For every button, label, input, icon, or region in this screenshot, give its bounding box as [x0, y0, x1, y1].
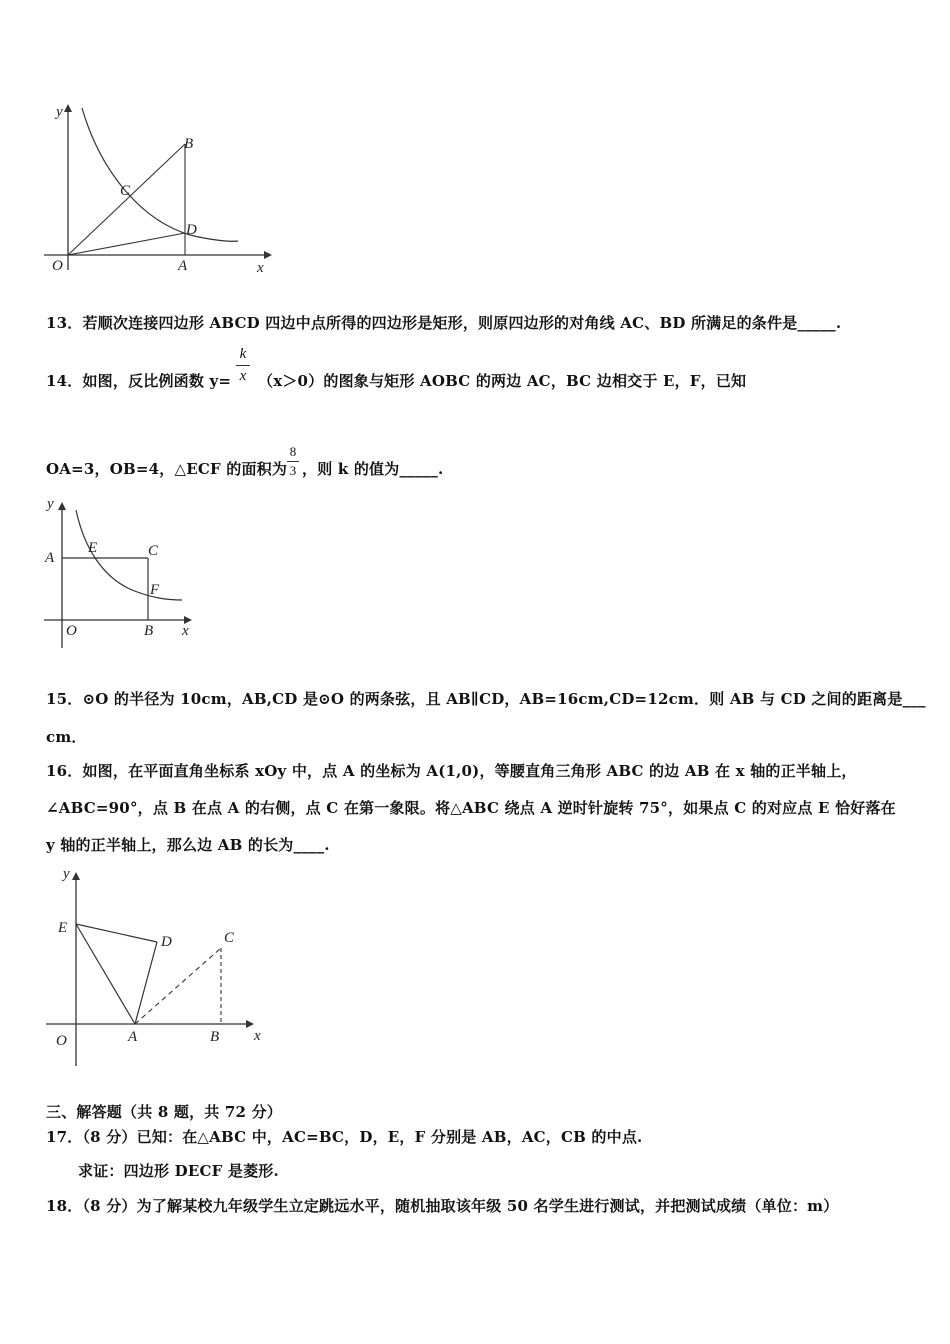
fig3-label-o: O	[56, 1033, 67, 1049]
q14-frac-num: k	[239, 346, 247, 362]
q14-frac-den: x	[239, 368, 247, 384]
question-17-line-1: 17．（8 分）已知：在△ABC 中，AC=BC，D，E，F 分别是 AB，AC，CB 的中点.	[46, 1128, 643, 1146]
fig3-segment-da	[135, 942, 157, 1024]
fig3-label-b: B	[210, 1029, 220, 1045]
fig1-label-o: O	[52, 258, 63, 274]
fig1-label-c: C	[120, 183, 131, 199]
question-18-line-1: 18．（8 分）为了解某校九年级学生立定跳远水平，随机抽取该年级 50 名学生进行测试，并把测试成绩（单位：m）	[46, 1197, 839, 1215]
fig2-label-f: F	[150, 582, 160, 598]
q14-area-num: 8	[289, 444, 297, 459]
question-14-line-1	[46, 370, 231, 391]
q14-fraction-k-over-x	[236, 346, 250, 385]
fig3-y-arrow	[72, 872, 80, 880]
figure-3-rotated-triangle	[44, 860, 284, 1080]
fig2-label-o: O	[66, 623, 77, 639]
question-15-line-1: 15．⊙O 的半径为 10cm，AB,CD 是⊙O 的两条弦，且 AB∥CD，AB=16cm,CD=12cm．则 AB 与 CD 之间的距离是___	[46, 690, 926, 708]
fig2-label-x: x	[182, 623, 189, 639]
fig3-label-y: y	[63, 866, 70, 882]
question-16-line-1: 16．如图，在平面直角坐标系 xOy 中，点 A 的坐标为 A(1,0)，等腰直角三角形 ABC 的边 AB 在 x 轴的正半轴上，	[46, 762, 857, 780]
fig1-hyperbola	[82, 108, 238, 241]
question-16-line-2: ∠ABC=90°，点 B 在点 A 的右侧，点 C 在第一象限。将△ABC 绕点 A 逆时针旋转 75°，如果点 C 的对应点 E 恰好落在	[46, 799, 896, 817]
fig3-label-a: A	[128, 1029, 138, 1045]
figure-1-inverse-function-graph	[40, 100, 280, 280]
fig3-label-x: x	[254, 1028, 261, 1044]
fig3-label-c: C	[224, 930, 235, 946]
fig1-label-y: y	[56, 104, 63, 120]
fig3-label-e: E	[58, 920, 68, 936]
fig1-label-b: B	[184, 136, 194, 152]
q14-area-den: 3	[289, 463, 297, 478]
question-16-line-3: y 轴的正半轴上，那么边 AB 的长为____.	[46, 836, 330, 854]
fig1-label-a: A	[178, 258, 188, 274]
fig1-segment-ob	[68, 144, 185, 255]
fig3-segment-ea	[76, 924, 135, 1024]
fig1-segment-od	[68, 233, 185, 255]
fig3-dashed-ac	[135, 948, 221, 1024]
fig1-label-d: D	[186, 222, 197, 238]
q14-line2-prefix: OA=3，OB=4，△ECF 的面积为	[46, 460, 288, 478]
q14-fraction-area	[287, 444, 299, 479]
fig1-y-arrow	[64, 104, 72, 112]
fig2-y-arrow	[58, 502, 66, 510]
question-15-line-2: cm．	[46, 728, 87, 746]
q14-line1-suffix: （x＞0）的图象与矩形 AOBC 的两边 AC，BC 边相交于 E，F，已知	[258, 372, 747, 390]
fig2-label-e: E	[88, 540, 98, 556]
fig3-x-arrow	[246, 1020, 254, 1028]
fig3-segment-ed	[76, 924, 157, 942]
question-13: 13．若顺次连接四边形 ABCD 四边中点所得的四边形是矩形，则原四边形的对角线 AC、BD 所满足的条件是_____.	[46, 314, 842, 332]
fig1-x-arrow	[264, 251, 272, 259]
fig2-label-y: y	[47, 496, 54, 512]
q14-line1-prefix: 14．如图，反比例函数 y=	[46, 372, 232, 390]
q14-line2-suffix: ，则 k 的值为_____.	[302, 460, 444, 478]
question-17-line-2: 求证：四边形 DECF 是菱形.	[78, 1162, 279, 1180]
section-3-title: 三、解答题（共 8 题，共 72 分）	[46, 1103, 283, 1121]
figure-2-rectangle-and-curve	[42, 492, 202, 652]
fig3-label-d: D	[161, 934, 172, 950]
fig1-label-x: x	[257, 260, 264, 276]
fig2-label-b: B	[144, 623, 154, 639]
fig2-label-c: C	[148, 543, 159, 559]
fig2-label-a: A	[45, 550, 55, 566]
